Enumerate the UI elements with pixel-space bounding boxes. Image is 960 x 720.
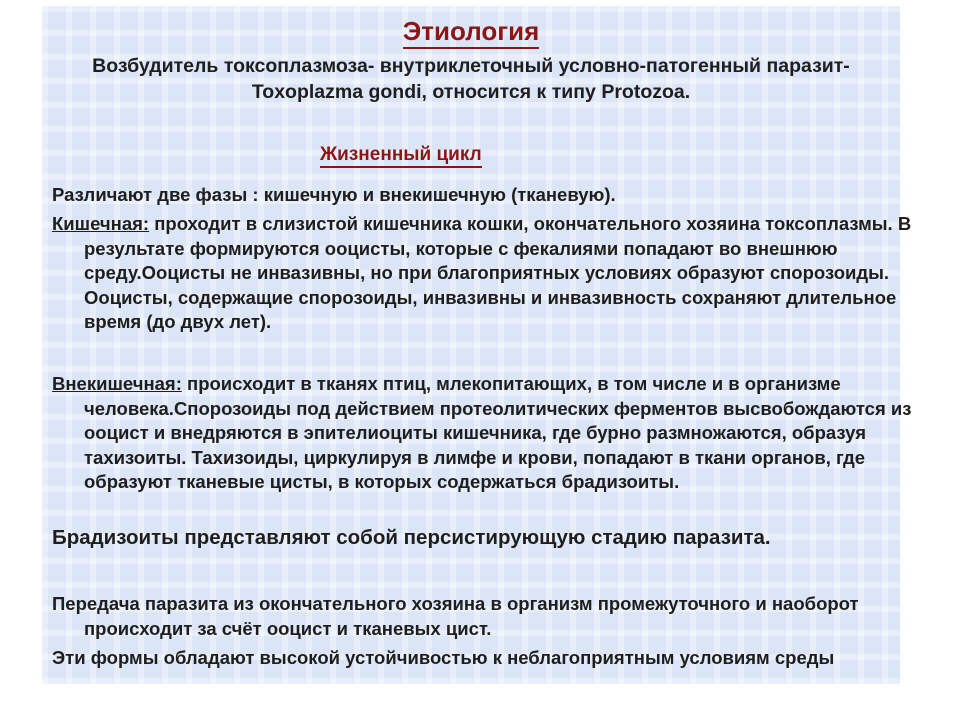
extraintestinal-phase-paragraph [52,372,924,495]
transmission-paragraph: Передача паразита из окончательного хозяина в организм промежуточного и наоборот происходит за счёт ооцист и тканевых цист. [52,593,859,639]
extraintestinal-phase-text: происходит в тканях птиц, млекопитающих, в том числе и в организме человека.Спорозоиды под действием протеолитических ферментов высвобождаются из ооцист и внедряются в эпителиоциты кишечника, где бурно размножаются, образуя тахизоиты. Тахизоиды, циркулируя в лимфе и крови, попадают в ткани органов, где образуют тканевые цисты, в которых содержаться брадизоиты. [84,373,912,492]
lifecycle-heading [320,144,482,166]
intestinal-phase-term: Кишечная: [52,213,150,234]
resistance-statement: Эти формы обладают высокой устойчивостью к неблагоприятным условиям среды [52,647,835,668]
intestinal-phase-paragraph [52,212,924,335]
extraintestinal-phase-term: Внекишечная: [52,373,182,394]
page-title [42,16,900,47]
page-title-text: Этиология [403,16,540,49]
lifecycle-heading-text: Жизненный цикл [320,144,482,168]
slide [42,6,912,684]
intestinal-phase-text: проходит в слизистой кишечника кошки, окончательного хозяина токсоплазмы. В результате формируются ооцисты, которые с фекалиями попадают во внешнюю среду.Ооцисты не инвазивны, но при благоприятных условиях образуют спорозоиды. Ооцисты, содержащие спорозоиды, инвазивны и инвазивность сохраняют длительное время (до двух лет). [84,213,912,332]
phases-intro: Различают две фазы : кишечную и внекишечную (тканевую). [52,184,616,205]
lead-paragraph: Возбудитель токсоплазмоза- внутриклеточный условно-патогенный паразит-Toxoplazma gondi, относится к типу Protozoa. [92,55,850,103]
bradyzoites-statement: Брадизоиты представляют собой персистирующую стадию паразита. [52,526,771,549]
